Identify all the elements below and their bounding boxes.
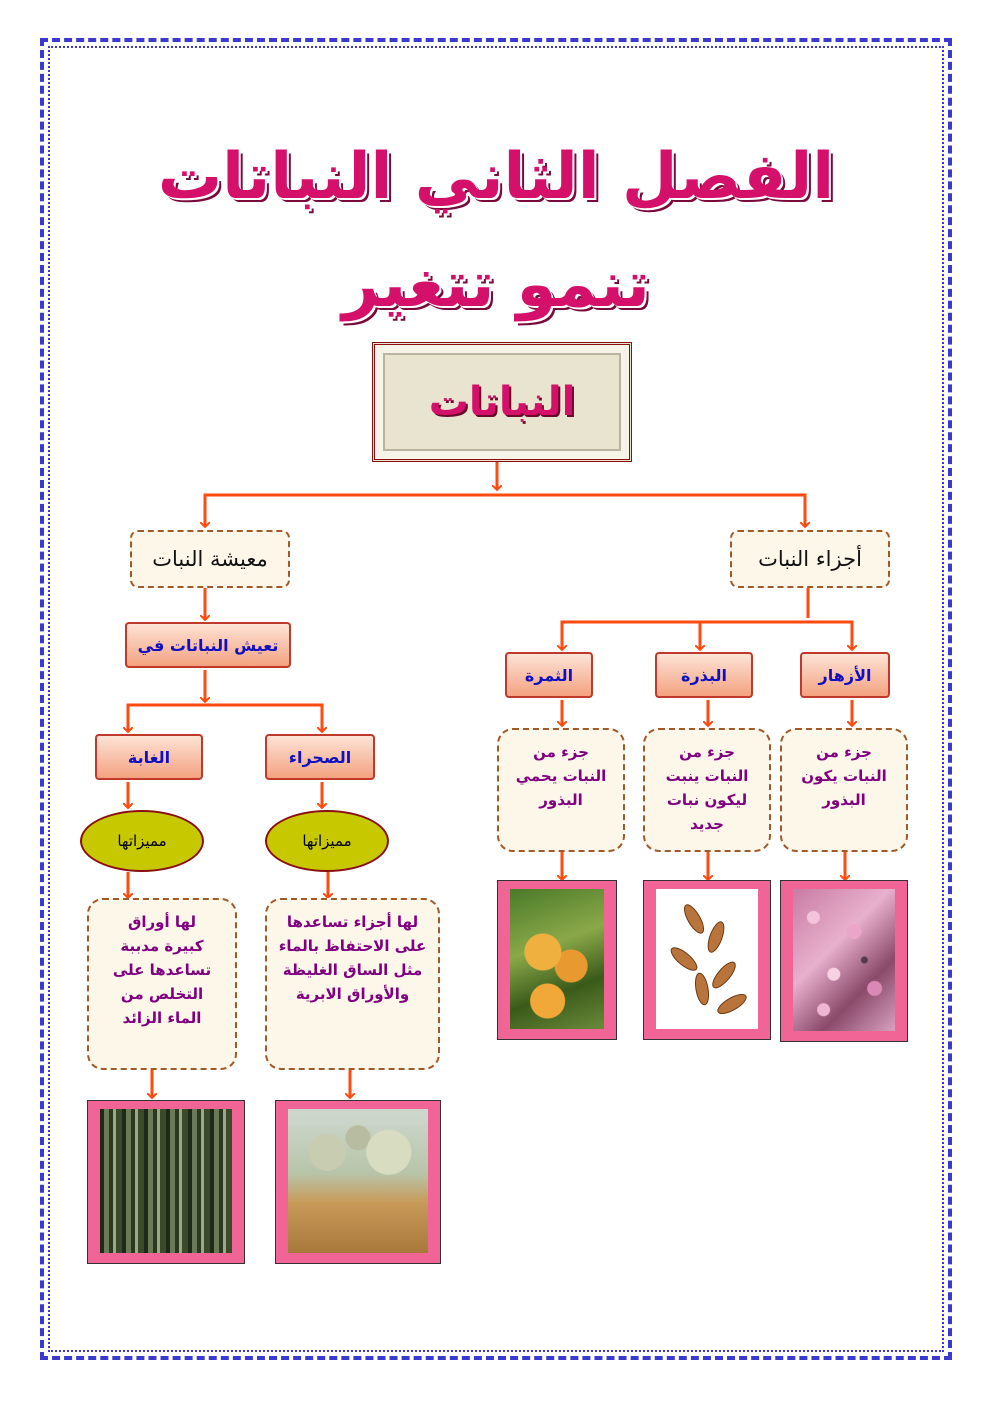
seeds-photo (643, 880, 771, 1040)
forest-features-oval (80, 810, 204, 872)
seeds-illustration (656, 889, 758, 1029)
oval-label: مميزاتها (117, 832, 167, 850)
oval-label: مميزاتها (302, 832, 352, 850)
page-subtitle: تنمو تتغير (342, 248, 650, 322)
node-forest (95, 734, 203, 780)
node-flowers (800, 652, 890, 698)
node-label: الصحراء (288, 747, 352, 767)
desc-desert (265, 898, 440, 1070)
desc-text: لها أوراق كبيرة مدببة تساعدها على التخلص من الماء الزائد (112, 913, 212, 1027)
desc-seed (643, 728, 771, 852)
root-label: النباتات (428, 379, 576, 425)
node-desert (265, 734, 375, 780)
node-label: معيشة النبات (152, 547, 268, 571)
node-label: تعيش النباتات في (137, 635, 279, 655)
flowers-photo (780, 880, 908, 1042)
node-label: الأزهار (818, 665, 872, 685)
desc-text: جزء من النبات يكون البذور (801, 743, 887, 809)
desc-text: جزء من النبات يحمي البذور (515, 743, 607, 809)
node-seed (655, 652, 753, 698)
node-label: الثمرة (524, 665, 574, 685)
desc-forest (87, 898, 237, 1070)
root-node (372, 342, 632, 462)
desc-flowers (780, 728, 908, 852)
node-plant-parts (730, 530, 890, 588)
desert-features-oval (265, 810, 389, 872)
page-title: الفصل الثاني النباتات (157, 140, 835, 214)
desc-fruit (497, 728, 625, 852)
forest-photo (87, 1100, 245, 1264)
fruit-photo (497, 880, 617, 1040)
node-plants-live-in (125, 622, 291, 668)
node-label: البذرة (681, 665, 727, 685)
node-fruit (505, 652, 593, 698)
desc-text: جزء من النبات ينبت ليكون نبات جديد (665, 743, 749, 833)
desert-plant-photo (275, 1100, 441, 1264)
node-label: أجزاء النبات (758, 547, 862, 571)
node-label: الغابة (127, 747, 171, 767)
node-plant-living (130, 530, 290, 588)
desc-text: لها أجزاء تساعدها على الاحتفاظ بالماء مثل الساق الغليظة والأوراق الابرية (278, 913, 427, 1003)
